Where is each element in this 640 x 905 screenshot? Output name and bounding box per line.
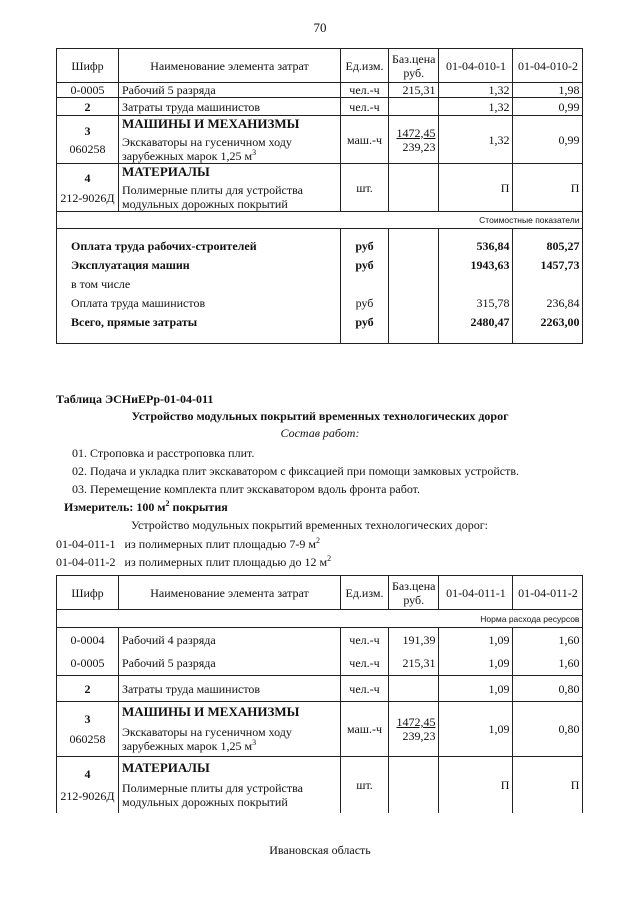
section-title: МАТЕРИАЛЫ [122,163,210,179]
work-composition-title: Состав работ: [280,426,360,440]
resource-name: Полимерные плиты для устройства модульных дорожных покрытий [122,182,303,211]
resource-code: 060258 [69,732,106,746]
variant-code: 01-04-011-1 [56,537,116,551]
row-price: 215,31 [389,83,439,98]
resource-name-text: Экскаваторы на гусеничном ходу зарубежных марок 1,25 м [122,725,292,753]
summary-spacer-row [57,229,583,237]
variant-superscript: 2 [327,554,332,563]
machines-row [57,116,583,164]
cost-indicators-label: Стоимостные показатели [439,212,583,229]
row-name: Рабочий 5 разряда [119,652,341,676]
summary-value-1: 315,78 [439,294,513,313]
row-value-2: 1,60 [513,652,583,676]
resource-name [122,725,337,753]
machines-name-cell [119,116,341,164]
row-value-1: 1,32 [439,98,513,116]
row-unit: чел.-ч [341,98,389,116]
header-price: Баз.цена руб. [389,576,439,610]
row-value-2: П [513,757,583,813]
row-price [389,116,439,164]
summary-value-2: 236,84 [513,294,583,313]
row-name: Затраты труда машинистов [119,676,341,702]
header-col-1: 01-04-010-1 [439,49,513,83]
header-price: Баз.цена руб. [389,49,439,83]
row-code: 2 [57,98,119,116]
variant-text: из полимерных плит площадью до 12 м [124,555,328,569]
summary-value-2: 2263,00 [513,313,583,332]
unit-superscript: 3 [252,738,257,747]
row-code: 2 [57,676,119,702]
measure-tail: покрытия [169,500,228,514]
row-unit: шт. [341,164,389,212]
work-step: 01. Строповка и расстроповка плит. [72,446,255,460]
materials-code-cell [57,164,119,212]
section-number: 3 [84,123,91,138]
norm-label: Норма расхода ресурсов [439,610,583,628]
summary-value-1: 536,84 [439,237,513,256]
row-name: Рабочий 5 разряда [119,83,341,98]
row-code: 0-0005 [57,83,119,98]
row-value-2: 1,60 [513,628,583,652]
variant-code: 01-04-011-2 [56,555,116,569]
machines-code-cell [57,702,119,757]
header-col-2: 01-04-010-2 [513,49,583,83]
row-code: 0-0005 [57,652,119,676]
summary-row [57,313,583,332]
row-price: 191,39 [389,628,439,652]
summary-row [57,275,583,294]
materials-name-cell [119,757,341,813]
summary-unit: руб [341,256,389,275]
table-row [57,652,583,676]
row-value-1: 1,09 [439,676,513,702]
row-unit: чел.-ч [341,652,389,676]
summary-label: Оплата труда машинистов [57,294,341,313]
summary-unit: руб [341,237,389,256]
work-step: 02. Подача и укладка плит экскаватором с фиксацией при помощи замковых устройств. [72,464,520,478]
row-value-2: 0,99 [513,116,583,164]
section-title: МАШИНЫ И МЕХАНИЗМЫ [122,704,300,719]
row-value-1: 1,09 [439,702,513,757]
section-title: МАШИНЫ И МЕХАНИЗМЫ [122,115,300,131]
resource-code: 212-9026Д [60,788,115,803]
row-unit: маш.-ч [341,702,389,757]
header-code: Шифр [57,576,119,610]
materials-code-cell [57,757,119,813]
header-col-2: 01-04-011-2 [513,576,583,610]
row-unit: чел.-ч [341,83,389,98]
unit-superscript: 3 [252,147,257,157]
price-top: 1472,45 [396,125,436,140]
norm-label-spacer [57,610,439,628]
summary-value-1 [439,275,513,294]
summary-label: Всего, прямые затраты [57,313,341,332]
row-price [389,702,439,757]
price-bottom: 239,23 [402,139,436,154]
row-value-1: П [439,164,513,212]
table-row [57,83,583,98]
summary-value-2: 805,27 [513,237,583,256]
resource-table-1 [56,48,583,344]
cost-indicators-spacer [57,212,439,229]
resource-name [122,135,337,163]
materials-row [57,757,583,813]
summary-unit: руб [341,294,389,313]
row-unit: маш.-ч [341,116,389,164]
row-value-2: 0,80 [513,676,583,702]
row-unit: шт. [341,757,389,813]
machines-code-cell [57,116,119,164]
row-value-2: П [513,164,583,212]
row-price [389,98,439,116]
summary-bottom-row [57,332,583,344]
summary-unit [341,275,389,294]
description: Устройство модульных покрытий временных технологических дорог: [131,518,488,532]
materials-name-cell [119,164,341,212]
header-unit: Ед.изм. [341,49,389,83]
summary-value-2 [513,275,583,294]
row-value-1: 1,09 [439,628,513,652]
header-code: Шифр [57,49,119,83]
work-step: 03. Перемещение комплекта плит экскаватором вдоль фронта работ. [72,482,421,496]
resource-table-2 [56,575,583,813]
row-code: 0-0004 [57,628,119,652]
variant-superscript: 2 [315,536,320,545]
resource-name: Полимерные плиты для устройства модульных дорожных покрытий [122,780,303,809]
table-header-row [57,576,583,610]
row-price [389,757,439,813]
measure-line [64,500,228,515]
table-row [57,676,583,702]
row-unit: чел.-ч [341,628,389,652]
variant-line [56,537,320,552]
row-value-1: П [439,757,513,813]
header-col-1: 01-04-011-1 [439,576,513,610]
footer-region: Ивановская область [269,843,371,857]
row-price [389,676,439,702]
table-row [57,98,583,116]
summary-row [57,237,583,256]
section-title: МАТЕРИАЛЫ [122,759,210,775]
section-number: 4 [84,766,91,781]
measure-text: Измеритель: 100 м [64,500,166,514]
variant-line [56,555,331,570]
variant-text: из полимерных плит площадью 7-9 м [124,537,316,551]
summary-value-1: 2480,47 [439,313,513,332]
page-number: 70 [313,20,327,35]
norm-label-row [57,610,583,628]
measure-superscript: 2 [165,499,170,508]
cost-indicators-row [57,212,583,229]
resource-name-text: Экскаваторы на гусеничном ходу зарубежных марок 1,25 м [122,134,292,163]
header-name: Наименование элемента затрат [119,49,341,83]
row-value-1: 1,32 [439,116,513,164]
row-value-2: 0,99 [513,98,583,116]
resource-code: 060258 [69,141,106,156]
summary-label: в том числе [57,275,341,294]
row-unit: чел.-ч [341,676,389,702]
row-value-1: 1,32 [439,83,513,98]
summary-label: Оплата труда рабочих-строителей [57,237,341,256]
row-price: 215,31 [389,652,439,676]
row-price [389,164,439,212]
materials-row [57,164,583,212]
section-number: 3 [84,712,91,726]
summary-value-1: 1943,63 [439,256,513,275]
price-top: 1472,45 [396,715,436,729]
row-value-1: 1,09 [439,652,513,676]
row-name: Затраты труда машинистов [119,98,341,116]
machines-row [57,702,583,757]
table-header-row [57,49,583,83]
summary-value-2: 1457,73 [513,256,583,275]
resource-code: 212-9026Д [60,190,115,205]
table-row [57,628,583,652]
section-title: Устройство модульных покрытий временных технологических дорог [131,409,509,423]
summary-row [57,294,583,313]
header-unit: Ед.изм. [341,576,389,610]
summary-label: Эксплуатация машин [57,256,341,275]
price-bottom: 239,23 [402,729,436,743]
machines-name-cell [119,702,341,757]
summary-unit: руб [341,313,389,332]
summary-row [57,256,583,275]
header-name: Наименование элемента затрат [119,576,341,610]
table-title: Таблица ЭСНиЕРр-01-04-011 [56,392,214,406]
row-value-2: 1,98 [513,83,583,98]
row-name: Рабочий 4 разряда [119,628,341,652]
section-number: 4 [84,170,91,185]
row-value-2: 0,80 [513,702,583,757]
